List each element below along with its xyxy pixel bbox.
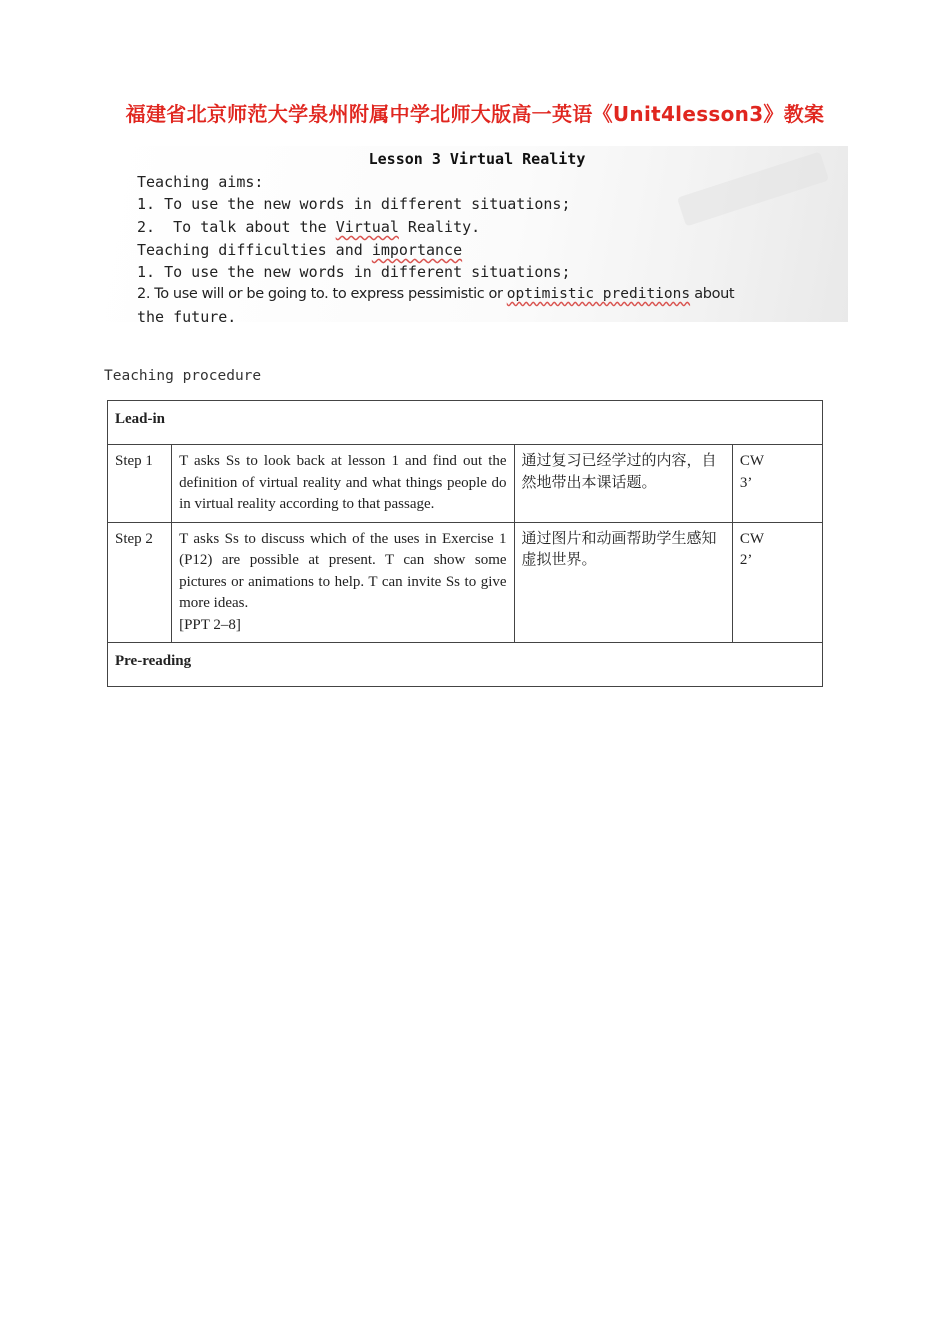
table-row bbox=[108, 522, 823, 643]
time-text: 3’ bbox=[739, 474, 753, 491]
mode-time-cell bbox=[732, 522, 822, 643]
aim-2-suffix: Reality. bbox=[398, 218, 481, 236]
section-row bbox=[108, 643, 823, 687]
aims-heading: Teaching aims: bbox=[137, 173, 264, 191]
difficulty-2-prefix: 2. To use will or be going to. to express pessimistic or bbox=[137, 286, 507, 302]
aim-2 bbox=[137, 218, 480, 236]
procedure-table bbox=[107, 400, 823, 687]
difficulties-heading-prefix: Teaching difficulties and bbox=[137, 241, 372, 259]
aim-2-word: Virtual bbox=[335, 218, 399, 236]
activity-cell bbox=[172, 522, 514, 643]
activity-cell: T asks Ss to look back at lesson 1 and find out the definition of virtual reality and what things people do in virtual reality according to that passage. bbox=[172, 445, 514, 523]
section-heading-lead-in: Lead-in bbox=[108, 401, 823, 445]
activity-note: [PPT 2–8] bbox=[179, 616, 241, 633]
mode-text: CW bbox=[739, 453, 765, 469]
document-title: 福建省北京师范大学泉州附属中学北师大版高一英语《Unit4lesson3》教案 bbox=[125, 102, 825, 126]
step-cell: Step 1 bbox=[108, 445, 172, 523]
teaching-aims-box bbox=[106, 146, 848, 326]
difficulty-1: 1. To use the new words in different situations; bbox=[137, 263, 571, 281]
aim-2-prefix: 2. To talk about the bbox=[137, 218, 336, 236]
mode-text: CW bbox=[739, 530, 765, 547]
purpose-cell: 通过图片和动画帮助学生感知虚拟世界。 bbox=[514, 522, 732, 643]
difficulty-2 bbox=[137, 286, 734, 302]
section-row bbox=[108, 401, 823, 445]
activity-text: T asks Ss to discuss which of the uses in Exercise 1 (P12) are possible at present. T can show some pictures or animations to help. T can invite Ss to give more ideas. bbox=[179, 530, 507, 611]
mode-time-cell bbox=[732, 445, 822, 523]
table-row bbox=[108, 445, 823, 523]
difficulties-heading-word: importance bbox=[371, 241, 463, 259]
difficulty-2-words: optimistic preditions bbox=[506, 286, 691, 302]
time-text: 2’ bbox=[739, 552, 753, 568]
procedure-label: Teaching procedure bbox=[104, 368, 262, 384]
purpose-cell: 通过复习已经学过的内容，自然地带出本课话题。 bbox=[514, 445, 732, 523]
difficulty-2-suffix: about bbox=[690, 286, 735, 302]
lesson-title: Lesson 3 Virtual Reality bbox=[368, 150, 586, 168]
section-heading-pre-reading: Pre-reading bbox=[108, 643, 823, 687]
aim-1: 1. To use the new words in different situations; bbox=[137, 195, 571, 213]
difficulty-2-continuation: the future. bbox=[137, 308, 237, 326]
step-cell: Step 2 bbox=[108, 522, 172, 643]
difficulties-heading bbox=[137, 241, 462, 259]
